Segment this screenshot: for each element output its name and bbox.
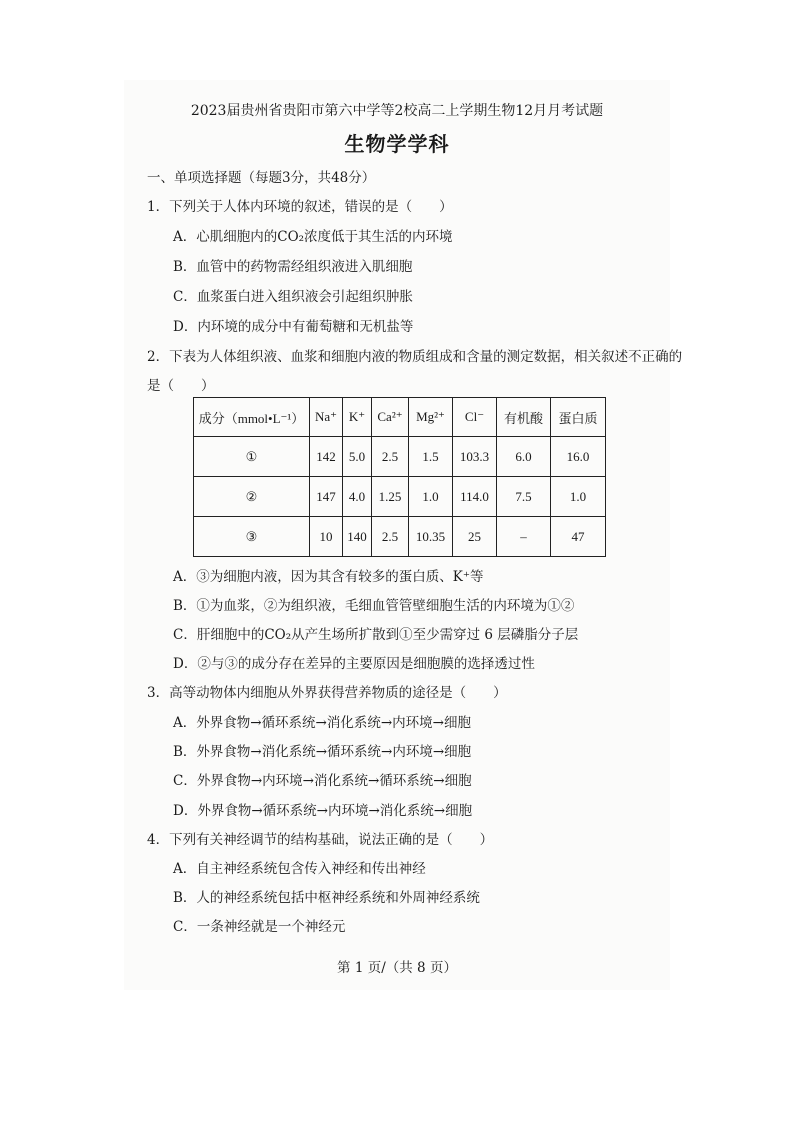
question-2-stem-line1: 2．下表为人体组织液、血浆和细胞内液的物质组成和含量的测定数据，相关叙述不正确的 [147, 349, 683, 365]
table-header-cell: Mg²⁺ [409, 398, 453, 437]
question-3-option-a: A．外界食物→循环系统→消化系统→内环境→细胞 [173, 715, 471, 731]
table-cell: 142 [310, 437, 343, 477]
question-1-option-a: A．心肌细胞内的CO₂浓度低于其生活的内环境 [173, 229, 453, 245]
table-cell: 1.25 [372, 477, 409, 517]
table-cell: 147 [310, 477, 343, 517]
table-cell: 10.35 [409, 517, 453, 557]
question-3-option-b: B．外界食物→消化系统→循环系统→内环境→细胞 [173, 744, 472, 760]
table-cell: 25 [453, 517, 497, 557]
question-3-option-c: C．外界食物→内环境→消化系统→循环系统→细胞 [173, 773, 472, 789]
question-2-option-c: C．肝细胞中的CO₂从产生场所扩散到①至少需穿过 6 层磷脂分子层 [173, 627, 579, 643]
question-2-option-b: B．①为血浆，②为组织液，毛细血管管壁细胞生活的内环境为①② [173, 598, 575, 614]
table-row [194, 517, 606, 557]
table-header-cell: K⁺ [343, 398, 372, 437]
table-cell: ③ [194, 517, 310, 557]
table-cell: 1.5 [409, 437, 453, 477]
question-2-option-d: D．②与③的成分存在差异的主要原因是细胞膜的选择透过性 [173, 656, 535, 672]
table-cell: 103.3 [453, 437, 497, 477]
table-cell: 140 [343, 517, 372, 557]
table-cell: 16.0 [551, 437, 606, 477]
question-2-stem-line2: 是（ ） [147, 378, 215, 394]
table-row [194, 437, 606, 477]
table-cell: 4.0 [343, 477, 372, 517]
table-cell: 1.0 [551, 477, 606, 517]
table-header-cell: Ca²⁺ [372, 398, 409, 437]
question-2-option-a: A．③为细胞内液，因为其含有较多的蛋白质、K⁺等 [173, 569, 484, 585]
question-1-option-c: C．血浆蛋白进入组织液会引起组织肿胀 [173, 289, 413, 305]
table-cell: 2.5 [372, 517, 409, 557]
composition-table [193, 397, 606, 557]
table-row [194, 477, 606, 517]
question-1-stem: 1．下列关于人体内环境的叙述，错误的是（ ） [147, 199, 453, 215]
table-cell: ② [194, 477, 310, 517]
section-heading: 一、单项选择题（每题3分，共48分） [147, 170, 376, 186]
table-cell: 2.5 [372, 437, 409, 477]
table-cell: 10 [310, 517, 343, 557]
table-header-cell: Na⁺ [310, 398, 343, 437]
question-4-option-c: C．一条神经就是一个神经元 [173, 919, 346, 935]
table-header-cell: 成分（mmol•L⁻¹） [194, 398, 310, 437]
question-1-option-d: D．内环境的成分中有葡萄糖和无机盐等 [173, 319, 414, 335]
table-header-cell: Cl⁻ [453, 398, 497, 437]
table-cell: 114.0 [453, 477, 497, 517]
question-1-option-b: B．血管中的药物需经组织液进入肌细胞 [173, 259, 413, 275]
table-cell: 1.0 [409, 477, 453, 517]
table-cell: 5.0 [343, 437, 372, 477]
page-footer: 第 1 页/（共 8 页） [337, 960, 457, 976]
table-header-cell: 蛋白质 [551, 398, 606, 437]
page-title: 生物学学科 [344, 132, 450, 156]
table-cell: 7.5 [497, 477, 551, 517]
table-cell: – [497, 517, 551, 557]
exam-header: 2023届贵州省贵阳市第六中学等2校高二上学期生物12月月考试题 [190, 103, 604, 119]
table-cell: 47 [551, 517, 606, 557]
question-4-option-b: B．人的神经系统包括中枢神经系统和外周神经系统 [173, 890, 480, 906]
question-3-stem: 3．高等动物体内细胞从外界获得营养物质的途径是（ ） [147, 685, 507, 701]
table-cell: ① [194, 437, 310, 477]
table-cell: 6.0 [497, 437, 551, 477]
question-3-option-d: D．外界食物→循环系统→内环境→消化系统→细胞 [173, 803, 473, 819]
question-4-stem: 4．下列有关神经调节的结构基础，说法正确的是（ ） [147, 832, 494, 848]
table-header-row [194, 398, 606, 437]
question-4-option-a: A．自主神经系统包含传入神经和传出神经 [173, 861, 426, 877]
table-header-cell: 有机酸 [497, 398, 551, 437]
